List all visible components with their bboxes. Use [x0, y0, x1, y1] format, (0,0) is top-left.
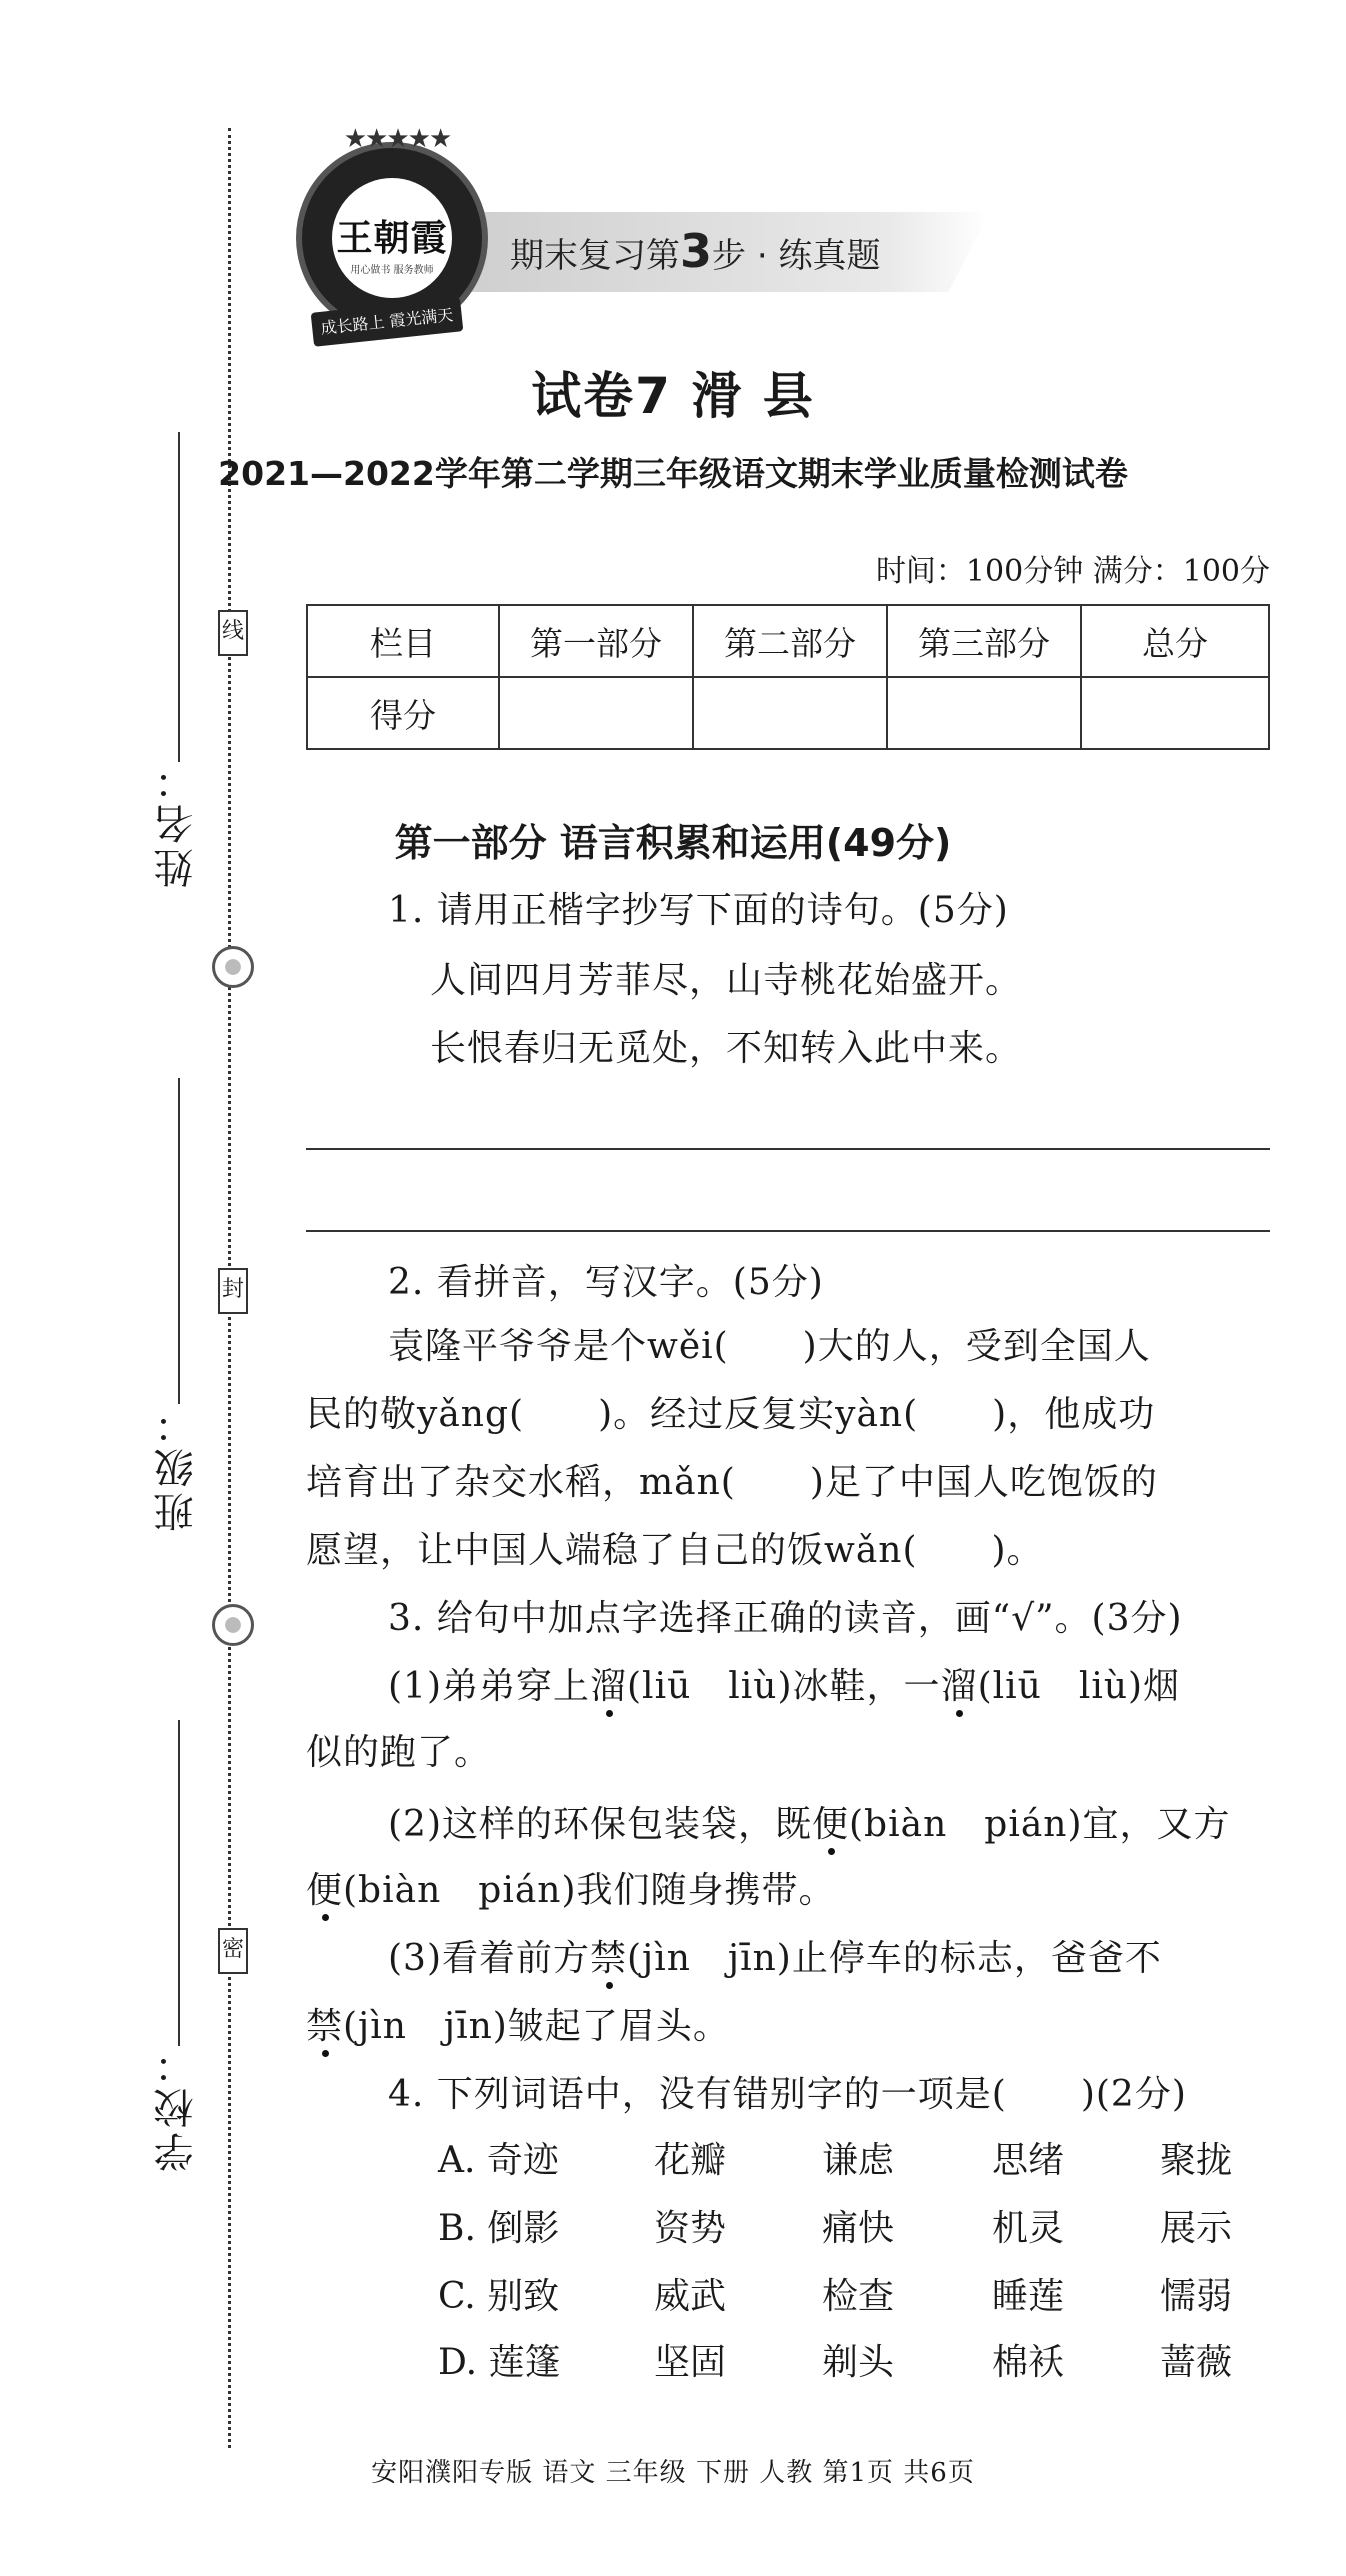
score-header-cell: 第三部分	[887, 605, 1081, 677]
score-header-cell: 栏目	[307, 605, 499, 677]
question-2-line: 袁隆平爷爷是个wěi( )大的人，受到全国人	[388, 1326, 1151, 1367]
option-a-word: 花瓣	[654, 2140, 727, 2181]
option-c-word: 检查	[822, 2276, 895, 2317]
score-cell[interactable]	[499, 677, 693, 749]
option-b-word[interactable]: B. 倒影	[438, 2208, 560, 2249]
question-2-line: 民的敬yǎng( )。经过反复实yàn( )，他成功	[306, 1394, 1156, 1435]
class-field-line[interactable]	[178, 1078, 180, 1404]
question-1-prompt: 1. 请用正楷字抄写下面的诗句。(5分)	[388, 890, 1009, 931]
page-title: 试卷7 滑 县	[531, 367, 815, 425]
score-cell[interactable]	[887, 677, 1081, 749]
question-3-sentence-1-cont: 似的跑了。	[306, 1732, 492, 1773]
poem-line-1: 人间四月芳菲尽，山寺桃花始盛开。	[430, 960, 1023, 1001]
margin-char-xian: 线	[218, 610, 248, 656]
seal-icon	[212, 1604, 254, 1646]
question-3-prompt: 3. 给句中加点字选择正确的读音，画“√”。(3分)	[388, 1598, 1183, 1639]
option-a-word: 聚拢	[1160, 2140, 1233, 2181]
score-header-cell: 第二部分	[693, 605, 887, 677]
score-table-header-row	[307, 605, 1269, 677]
banner-text: 期末复习第3步 · 练真题	[510, 224, 881, 278]
option-b-word: 展示	[1160, 2208, 1233, 2249]
class-label: 班级：	[154, 1400, 200, 1532]
option-d-word: 蔷薇	[1160, 2342, 1233, 2383]
writing-line[interactable]	[306, 1230, 1270, 1232]
option-b-word: 痛快	[822, 2208, 895, 2249]
page-footer: 安阳濮阳专版 语文 三年级 下册 人教 第1页 共6页	[371, 2458, 975, 2488]
name-label: 姓名：	[154, 756, 200, 888]
score-header-cell: 第一部分	[499, 605, 693, 677]
option-d-word: 棉袄	[992, 2342, 1065, 2383]
option-a-word: 思绪	[992, 2140, 1065, 2181]
question-4-prompt: 4. 下列词语中，没有错别字的一项是( )(2分)	[388, 2074, 1187, 2115]
page-subtitle: 2021—2022学年第二学期三年级语文期末学业质量检测试卷	[218, 454, 1128, 493]
score-table	[306, 604, 1270, 750]
score-row-label: 得分	[307, 677, 499, 749]
stars-icon: ★★★★★	[343, 124, 451, 154]
score-cell[interactable]	[693, 677, 887, 749]
score-table-row	[307, 677, 1269, 749]
logo-name: 王朝霞	[336, 218, 448, 259]
school-field-line[interactable]	[178, 1720, 180, 2046]
question-3-sentence-3: (3)看着前方禁(jìn jīn)止停车的标志，爸爸不	[388, 1938, 1162, 1979]
option-c-word: 懦弱	[1160, 2276, 1233, 2317]
question-3-sentence-2-cont: 便(biàn pián)我们随身携带。	[306, 1870, 836, 1911]
question-2-line: 愿望，让中国人端稳了自己的饭wǎn( )。	[306, 1530, 1044, 1571]
logo-subtitle: 用心做书 服务教师	[350, 265, 434, 276]
score-header-cell: 总分	[1081, 605, 1269, 677]
logo-ribbon: 成长路上 霞光满天	[311, 297, 464, 346]
option-b-word: 资势	[654, 2208, 727, 2249]
writing-line[interactable]	[306, 1148, 1270, 1150]
section-title: 第一部分 语言积累和运用(49分)	[394, 821, 952, 865]
option-d-word: 坚固	[654, 2342, 727, 2383]
option-c-word: 睡莲	[992, 2276, 1065, 2317]
option-d-word: 剃头	[822, 2342, 895, 2383]
margin-char-feng: 封	[218, 1268, 248, 1314]
score-cell[interactable]	[1081, 677, 1269, 749]
time-info: 时间：100分钟 满分：100分	[875, 554, 1270, 589]
question-2-prompt: 2. 看拼音，写汉字。(5分)	[388, 1262, 824, 1303]
option-c-word[interactable]: C. 别致	[438, 2276, 560, 2317]
question-3-sentence-1: (1)弟弟穿上溜(liū liù)冰鞋，一溜(liū liù)烟	[388, 1666, 1181, 1707]
question-3-sentence-3-cont: 禁(jìn jīn)皱起了眉头。	[306, 2006, 730, 2047]
school-label: 学校：	[154, 2040, 200, 2172]
question-2-line: 培育出了杂交水稻，mǎn( )足了中国人吃饱饭的	[306, 1462, 1158, 1503]
option-a-word[interactable]: A. 奇迹	[438, 2140, 559, 2181]
option-d-word[interactable]: D. 莲篷	[438, 2342, 561, 2383]
seal-icon	[212, 946, 254, 988]
question-3-sentence-2: (2)这样的环保包装袋，既便(biàn pián)宜，又方	[388, 1804, 1231, 1845]
margin-char-mi: 密	[218, 1928, 248, 1974]
poem-line-2: 长恨春归无觅处，不知转入此中来。	[430, 1028, 1023, 1069]
option-c-word: 威武	[654, 2276, 727, 2317]
option-b-word: 机灵	[992, 2208, 1065, 2249]
option-a-word: 谦虑	[822, 2140, 895, 2181]
